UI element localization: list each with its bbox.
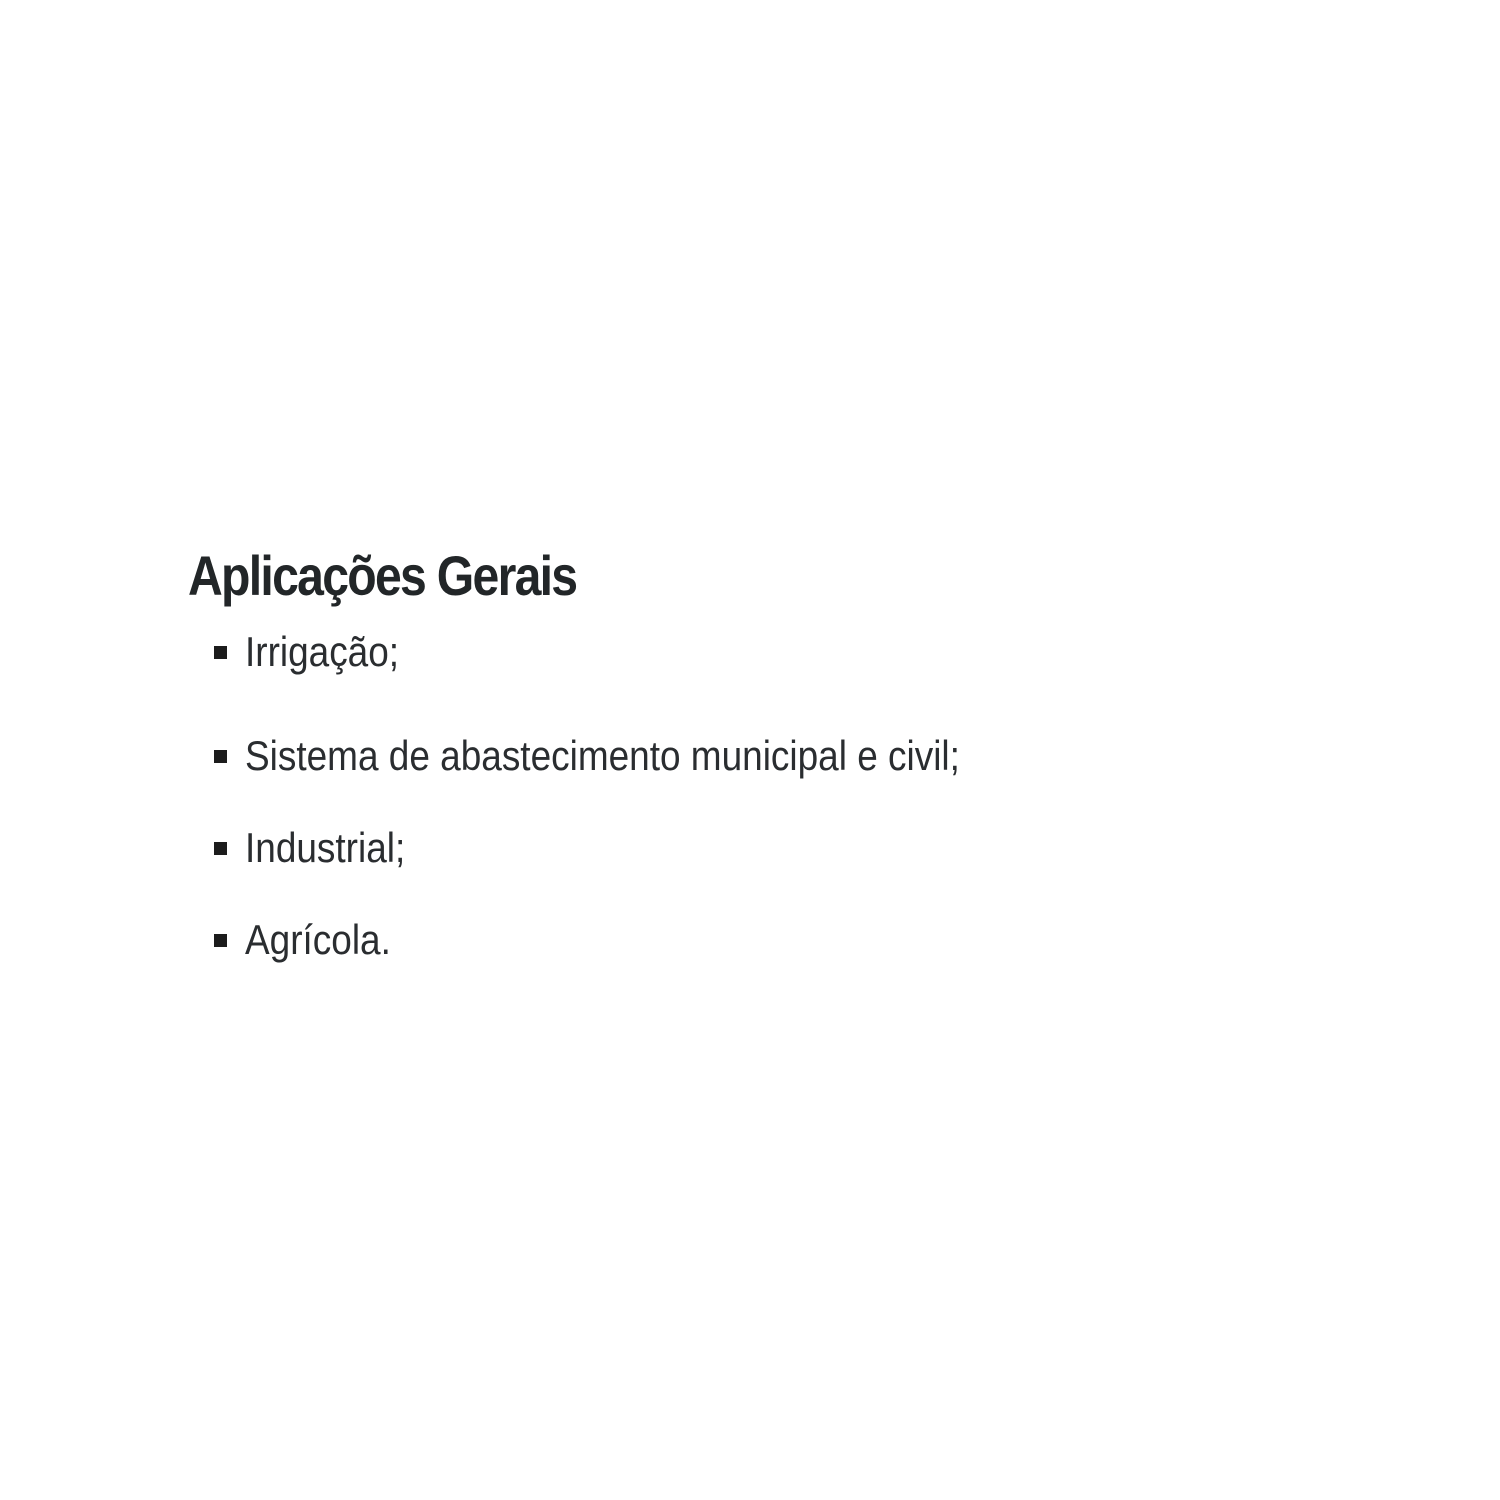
square-bullet-icon	[214, 750, 227, 763]
list-item	[214, 618, 1288, 686]
list-item-text: Sistema de abastecimento municipal e civil;	[245, 732, 960, 779]
list-item-text: Irrigação;	[245, 628, 400, 675]
list-item-text: Agrícola.	[245, 916, 391, 963]
applications-section	[188, 540, 1288, 986]
square-bullet-icon	[214, 934, 227, 947]
section-heading: Aplicações Gerais	[188, 544, 577, 607]
list-item	[214, 710, 1288, 802]
square-bullet-icon	[214, 646, 227, 659]
list-item	[214, 802, 1288, 894]
applications-list	[188, 618, 1288, 986]
square-bullet-icon	[214, 842, 227, 855]
list-item	[214, 894, 1288, 986]
list-item-text: Industrial;	[245, 824, 406, 871]
